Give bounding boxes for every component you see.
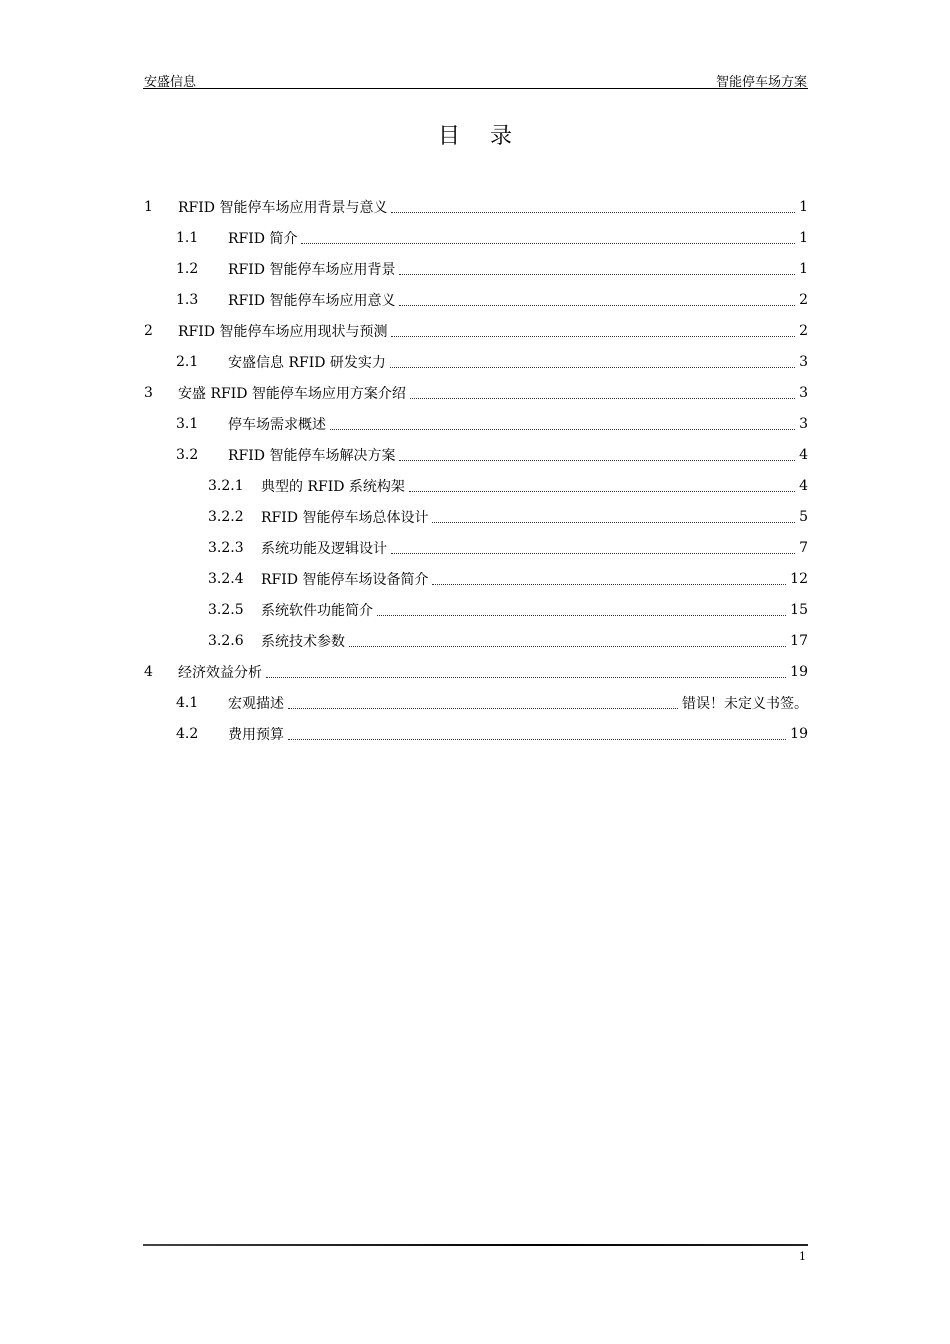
toc-entry-number: 4	[144, 664, 153, 680]
toc-entry[interactable]	[208, 595, 808, 625]
toc-entry-number: 3.2.6	[208, 633, 244, 649]
toc-entry-number: 4.1	[176, 695, 199, 711]
toc-entry[interactable]	[176, 254, 808, 284]
toc-entry[interactable]	[144, 192, 808, 222]
toc-title: 目录	[437, 124, 542, 149]
page-header-left: 安盛信息	[144, 75, 197, 90]
toc-entry[interactable]	[144, 316, 808, 346]
toc-entry-number: 2	[144, 323, 153, 339]
toc-entry-number: 3	[144, 385, 153, 401]
toc-leader-dots	[349, 645, 786, 647]
toc-entry-page: 7	[799, 540, 808, 556]
toc-entry-number: 4.2	[176, 726, 199, 742]
toc-entry-label: 系统软件功能简介	[261, 603, 373, 619]
toc-entry-page: 3	[799, 354, 808, 370]
toc-entry-label: RFID 智能停车场应用现状与预测	[178, 324, 388, 340]
toc-leader-dots	[432, 583, 786, 585]
toc-entry-number: 3.2.5	[208, 602, 244, 618]
toc-entry-label: 安盛信息 RFID 研发实力	[228, 355, 386, 371]
toc-entry-label: 经济效益分析	[178, 665, 262, 681]
toc-leader-dots	[399, 273, 795, 275]
toc-entry-label: RFID 智能停车场应用背景与意义	[178, 200, 388, 216]
toc-entry-label: 宏观描述	[228, 696, 284, 712]
toc-entry[interactable]	[208, 471, 808, 501]
toc-entry-page: 4	[799, 447, 808, 463]
toc-entry-page: 错误！未定义书签。	[682, 696, 808, 712]
header-rule	[143, 88, 808, 89]
toc-leader-dots	[288, 738, 786, 740]
toc-entry-label: 系统技术参数	[261, 634, 345, 650]
toc-leader-dots	[410, 397, 795, 399]
toc-entry-page: 1	[799, 261, 808, 277]
toc-entry-page: 19	[790, 664, 808, 680]
toc-leader-dots	[391, 552, 795, 554]
toc-entry-page: 17	[790, 633, 808, 649]
toc-entry-page: 19	[790, 726, 808, 742]
toc-entry-label: 安盛 RFID 智能停车场应用方案介绍	[178, 386, 406, 402]
toc-entry-label: RFID 智能停车场解决方案	[228, 448, 396, 464]
toc-entry[interactable]	[176, 223, 808, 253]
toc-entry[interactable]	[176, 347, 808, 377]
toc-entry[interactable]	[208, 533, 808, 563]
toc-leader-dots	[399, 304, 795, 306]
toc-entry-number: 3.2.1	[208, 478, 244, 494]
page-header-right: 智能停车场方案	[715, 75, 807, 90]
toc-entry-page: 2	[799, 292, 808, 308]
toc-leader-dots	[432, 521, 795, 523]
toc-entry[interactable]	[176, 688, 808, 718]
toc-leader-dots	[330, 428, 795, 430]
toc-entry-page: 3	[799, 385, 808, 401]
toc-entry-number: 3.2	[176, 447, 199, 463]
toc-entry-label: RFID 智能停车场应用背景	[228, 262, 396, 278]
toc-leader-dots	[399, 459, 795, 461]
toc-entry[interactable]	[144, 657, 808, 687]
toc-leader-dots	[288, 707, 678, 709]
toc-entry-label: 典型的 RFID 系统构架	[261, 479, 405, 495]
toc-leader-dots	[391, 335, 795, 337]
toc-entry-page: 12	[790, 571, 808, 587]
toc-entry-label: RFID 智能停车场应用意义	[228, 293, 396, 309]
toc-leader-dots	[377, 614, 786, 616]
toc-entry-number: 3.1	[176, 416, 199, 432]
toc-entry-label: RFID 简介	[228, 231, 298, 247]
toc-leader-dots	[266, 676, 786, 678]
toc-entry-label: 费用预算	[228, 727, 284, 743]
toc-entry-number: 1	[144, 199, 153, 215]
toc-entry[interactable]	[144, 378, 808, 408]
toc-entry-number: 2.1	[176, 354, 199, 370]
toc-entry-page: 3	[799, 416, 808, 432]
toc-leader-dots	[301, 242, 795, 244]
toc-entry[interactable]	[176, 285, 808, 315]
toc-entry-page: 5	[799, 509, 808, 525]
toc-entry[interactable]	[208, 564, 808, 594]
footer-rule	[143, 1244, 808, 1246]
toc-entry-label: RFID 智能停车场总体设计	[261, 510, 429, 526]
toc-entry[interactable]	[208, 626, 808, 656]
toc-entry-page: 4	[799, 478, 808, 494]
toc-entry-number: 3.2.2	[208, 509, 244, 525]
toc-entry-label: 停车场需求概述	[228, 417, 326, 433]
toc-entry-page: 2	[799, 323, 808, 339]
footer-page-number: 1	[799, 1250, 806, 1263]
toc-leader-dots	[390, 366, 795, 368]
toc-entry-number: 1.1	[176, 230, 199, 246]
toc-entry[interactable]	[176, 440, 808, 470]
toc-entry[interactable]	[176, 719, 808, 749]
toc-entry[interactable]	[208, 502, 808, 532]
toc-entry-number: 3.2.4	[208, 571, 244, 587]
toc-leader-dots	[409, 490, 795, 492]
toc-entry-page: 1	[799, 230, 808, 246]
toc-entry-number: 1.2	[176, 261, 199, 277]
toc-entry-page: 1	[799, 199, 808, 215]
toc-entry-label: RFID 智能停车场设备简介	[261, 572, 429, 588]
toc-entry-number: 1.3	[176, 292, 199, 308]
toc-leader-dots	[391, 211, 795, 213]
toc-entry[interactable]	[176, 409, 808, 439]
toc-entry-page: 15	[790, 602, 808, 618]
toc-entry-label: 系统功能及逻辑设计	[261, 541, 387, 557]
toc-entry-number: 3.2.3	[208, 540, 244, 556]
